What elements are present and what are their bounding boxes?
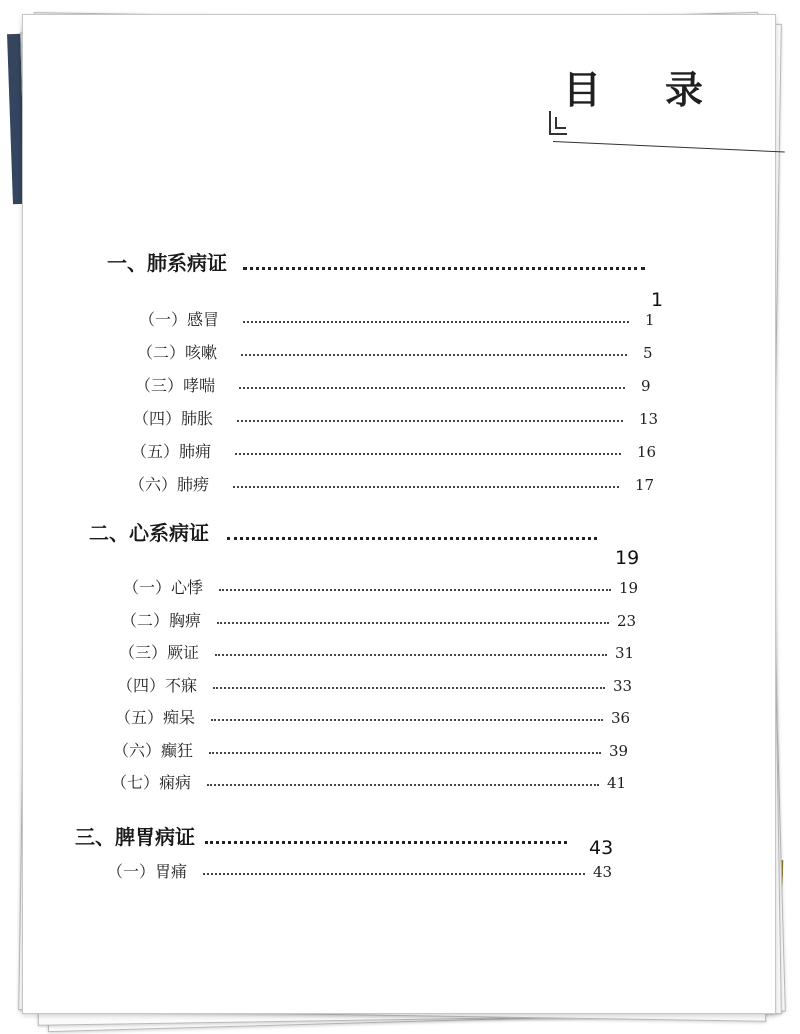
toc-item-label: （三）哮喘: [135, 376, 216, 395]
toc-item-leader: [215, 654, 607, 656]
toc-section-label: 二、心系病证: [89, 521, 209, 545]
toc-item-label: （三）厥证: [119, 643, 200, 662]
toc-item-row: [23, 472, 783, 502]
toc-item-page: 36: [611, 709, 631, 727]
toc-item-page: 5: [643, 344, 653, 362]
toc-item-label: （一）胃痛: [107, 862, 188, 881]
toc-item-row: [23, 575, 783, 605]
toc-item-page: 16: [637, 443, 657, 461]
toc-item-leader: [217, 622, 609, 624]
toc-item-page: 13: [639, 410, 659, 428]
toc-item-leader: [239, 387, 625, 389]
toc-section-label: 一、肺系病证: [107, 251, 227, 275]
toc-item-label: （一）感冒: [139, 310, 220, 329]
toc-item-row: [23, 770, 783, 800]
toc-item-leader: [219, 589, 611, 591]
toc-item-row: [23, 640, 783, 670]
toc-section-label: 三、脾胃病证: [75, 825, 195, 849]
toc-item-page: 17: [635, 476, 655, 494]
toc-item-label: （六）肺痨: [129, 475, 210, 494]
toc-item-label: （二）咳嗽: [137, 343, 218, 362]
toc-item-row: [23, 439, 783, 469]
toc-item-leader: [207, 784, 599, 786]
toc-item-leader: [241, 354, 627, 356]
toc-item-row: [23, 307, 783, 337]
toc-item-row: [23, 340, 783, 370]
title-char-2: 录: [665, 67, 704, 112]
toc-item-row: [23, 608, 783, 638]
toc-section-leader: [243, 267, 645, 270]
toc-item-leader: [243, 321, 629, 323]
toc-section-page: 43: [589, 837, 614, 859]
toc-item-leader: [209, 752, 601, 754]
toc-item-leader: [213, 687, 605, 689]
toc-item-leader: [233, 486, 619, 488]
toc-item-label: （四）不寐: [117, 675, 198, 695]
toc-item-leader: [237, 420, 623, 422]
toc-section-page: 1: [651, 289, 664, 311]
toc-item-label: （二）胸痹: [121, 610, 202, 630]
toc-item-label: （五）肺痈: [131, 442, 212, 461]
toc-item-page: 43: [593, 863, 613, 881]
toc-item-leader: [203, 873, 585, 875]
toc-item-row: [23, 738, 783, 768]
toc-item-label: （一）心悸: [123, 578, 204, 597]
toc-section-row: [23, 821, 783, 851]
toc-item-page: 39: [609, 741, 629, 760]
toc-page: [22, 14, 776, 1014]
toc-item-row: [23, 406, 783, 436]
toc-item-page: 9: [641, 377, 651, 395]
toc-item-label: （七）痫病: [111, 773, 192, 792]
toc-item-label: （五）痴呆: [115, 708, 196, 727]
toc-section-page: 19: [615, 547, 640, 569]
toc-item-page: 31: [615, 644, 635, 662]
toc-item-page: 1: [645, 311, 655, 329]
toc-item-row: [23, 373, 783, 403]
toc-item-label: （六）癫狂: [113, 740, 194, 760]
toc-item-row: [23, 705, 783, 735]
toc-item-leader: [211, 719, 603, 721]
toc-item-leader: [235, 453, 621, 455]
toc-item-label: （四）肺胀: [133, 409, 214, 428]
toc-item-row: [23, 859, 783, 889]
toc-section-leader: [205, 841, 567, 844]
table-of-contents: [23, 15, 775, 1013]
toc-item-row: [23, 673, 783, 703]
toc-section-row: [23, 247, 783, 277]
toc-item-page: 41: [607, 774, 627, 792]
toc-section-leader: [227, 537, 597, 540]
toc-item-page: 19: [619, 579, 639, 597]
title-char-1: 目: [563, 67, 602, 112]
toc-section-row: [23, 517, 783, 547]
toc-item-page: 33: [613, 676, 633, 695]
toc-item-page: 23: [617, 611, 637, 630]
